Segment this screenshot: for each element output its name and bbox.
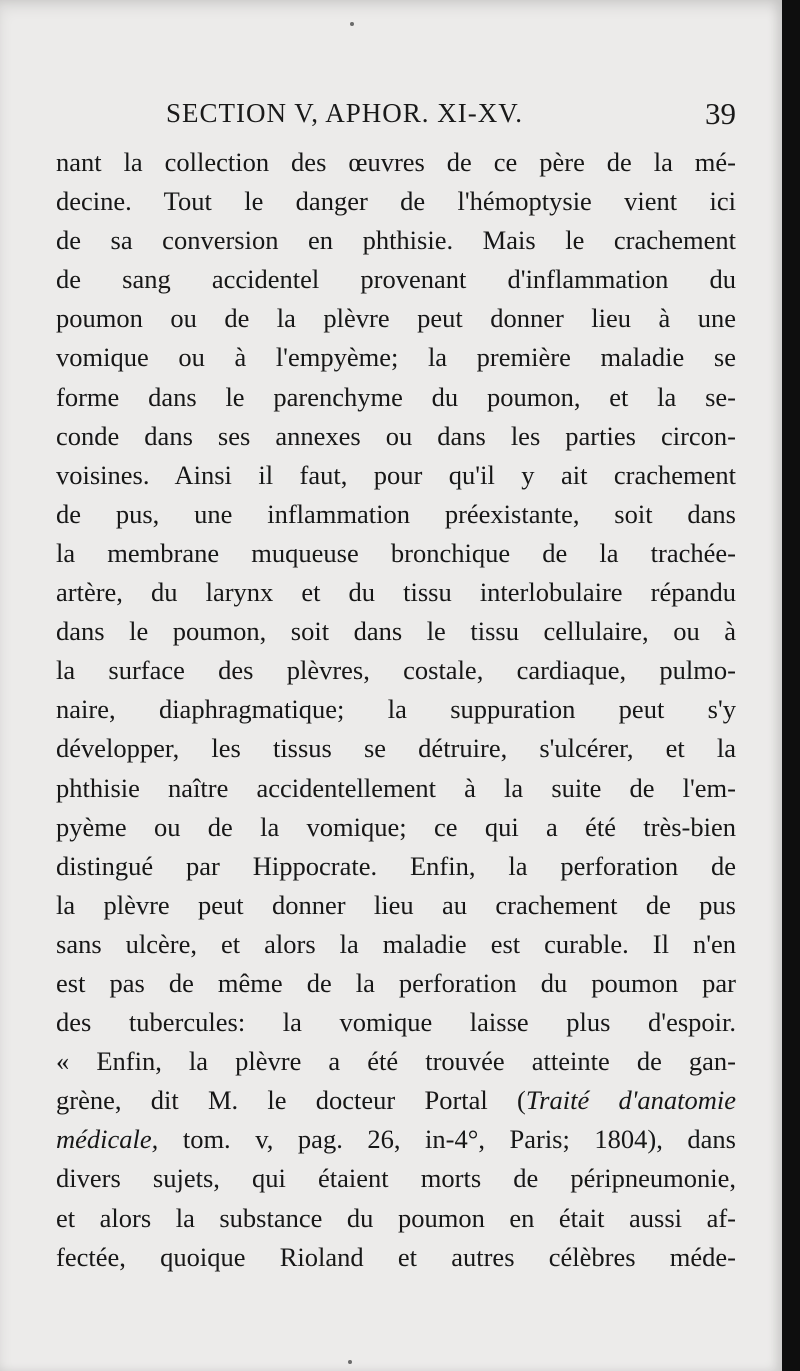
- text-line: des tubercules: la vomique laisse plus d'espoir.: [56, 1007, 736, 1038]
- text-line: la surface des plèvres, costale, cardiaque, pulmo-: [56, 655, 736, 686]
- text-line: de sa conversion en phthisie. Mais le crachement: [56, 225, 736, 256]
- running-title: SECTION V, APHOR. XI-XV.: [166, 98, 524, 128]
- text-line: nant la collection des œuvres de ce père de la mé-: [56, 147, 736, 177]
- text-line: naire, diaphragmatique; la suppuration peut s'y: [56, 694, 736, 725]
- text-line-with-italic: [56, 1120, 736, 1159]
- scan-edge: [782, 0, 800, 1371]
- italic-title: Traité d'anatomie: [525, 1085, 736, 1116]
- text-line: et alors la substance du poumon en était aussi af-: [56, 1202, 736, 1233]
- text-line: divers sujets, qui étaient morts de péripneumonie,: [56, 1163, 736, 1194]
- text-line: phthisie naître accidentellement à la suite de l'em-: [56, 772, 736, 803]
- text-line: de sang accidentel provenant d'inflammation du: [56, 264, 736, 295]
- speck-mark: [350, 22, 354, 26]
- text-line: la membrane muqueuse bronchique de la trachée-: [56, 537, 736, 568]
- text-line: poumon ou de la plèvre peut donner lieu à une: [56, 303, 736, 334]
- text-segment: tom. v, pag. 26, in-4°, Paris; 1804), dans: [158, 1124, 736, 1155]
- text-line: voisines. Ainsi il faut, pour qu'il y ait crachement: [56, 459, 736, 490]
- text-line: decine. Tout le danger de l'hémoptysie vient ici: [56, 186, 736, 217]
- text-line: fectée, quoique Rioland et autres célèbres méde-: [56, 1241, 736, 1272]
- text-line: la plèvre peut donner lieu au crachement de pus: [56, 889, 736, 920]
- text-line: pyème ou de la vomique; ce qui a été très-bien: [56, 811, 736, 842]
- text-line: distingué par Hippocrate. Enfin, la perforation de: [56, 850, 736, 881]
- text-segment: grène, dit M. le docteur Portal (: [56, 1085, 526, 1116]
- text-line: conde dans ses annexes ou dans les parties circon-: [56, 420, 736, 451]
- text-line: artère, du larynx et du tissu interlobulaire répandu: [56, 577, 736, 608]
- text-line: « Enfin, la plèvre a été trouvée atteinte de gan-: [56, 1046, 736, 1077]
- page-header: [166, 98, 744, 142]
- italic-title: médicale,: [56, 1124, 159, 1155]
- body-text: [56, 143, 736, 1277]
- text-line: est pas de même de la perforation du poumon par: [56, 967, 736, 998]
- text-line: dans le poumon, soit dans le tissu cellulaire, ou à: [56, 616, 736, 647]
- text-line-with-italic: [56, 1081, 736, 1120]
- text-line: de pus, une inflammation préexistante, soit dans: [56, 498, 736, 529]
- text-line: sans ulcère, et alors la maladie est curable. Il n'en: [56, 928, 736, 959]
- page-number: 39: [705, 96, 736, 131]
- text-line: forme dans le parenchyme du poumon, et la se-: [56, 381, 736, 412]
- text-line: développer, les tissus se détruire, s'ulcérer, et la: [56, 733, 736, 764]
- text-line: vomique ou à l'empyème; la première maladie se: [56, 342, 736, 373]
- speck-mark: [348, 1360, 352, 1364]
